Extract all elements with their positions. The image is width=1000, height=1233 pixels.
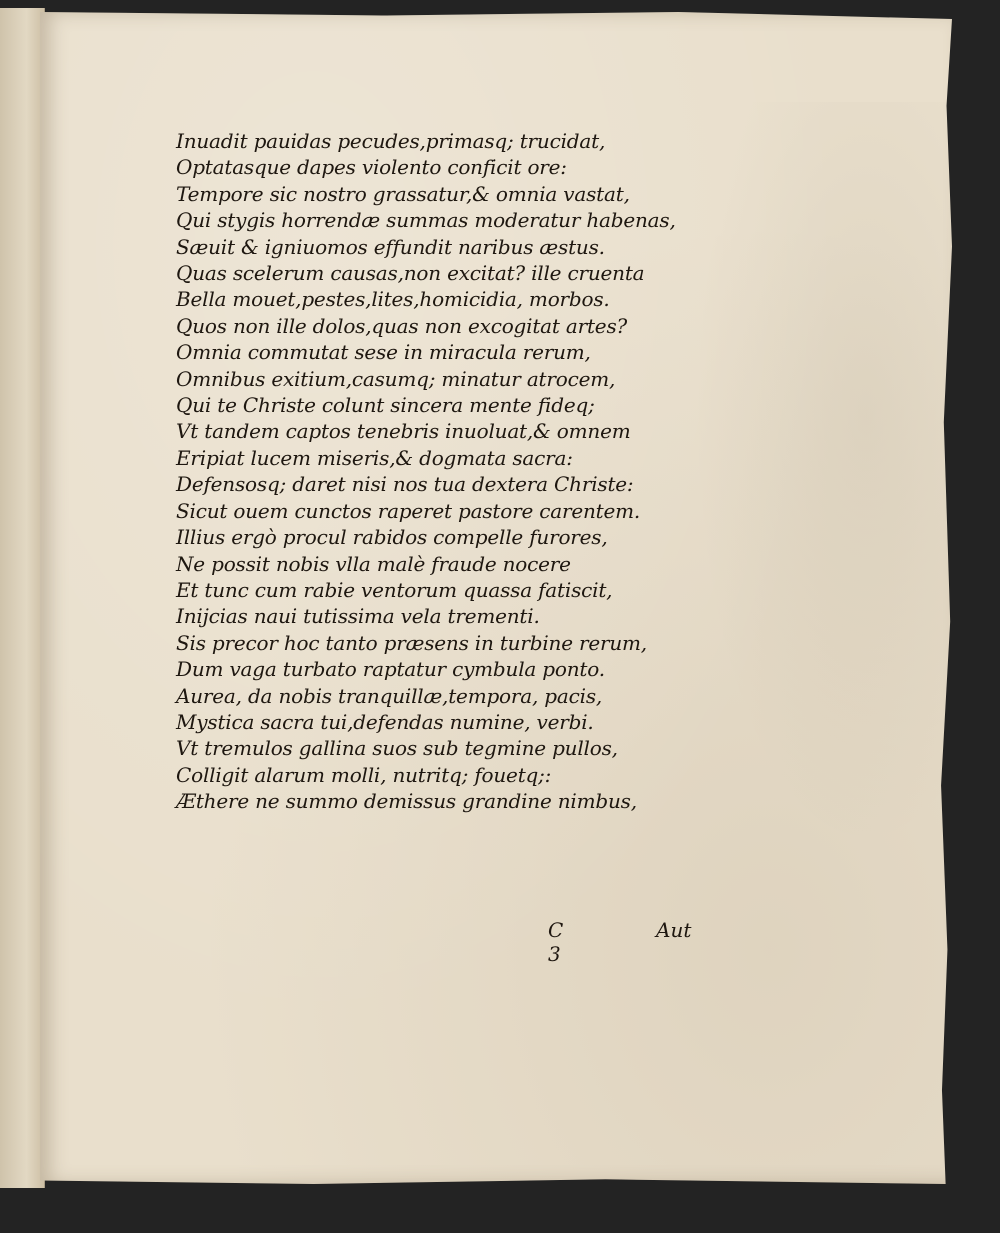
verse-line: Qui stygis horrendæ summas moderatur habenas,	[176, 208, 676, 233]
verse-line: Eripiat lucem miseris,& dogmata sacra:	[176, 445, 573, 470]
verse-line: Optatasque dapes violento conficit ore:	[176, 155, 567, 180]
show-through-text	[680, 102, 990, 882]
verse-line: Omnia commutat sese in miracula rerum,	[176, 340, 591, 365]
verse-line: Colligit alarum molli, nutritq; fouetq;:	[176, 762, 552, 787]
verse-line: Qui te Christe colunt sincera mente fideq;	[176, 393, 595, 418]
verse-line: Sæuit & igniuomos effundit naribus æstus.	[176, 234, 605, 259]
verse-line: Defensosq; daret nisi nos tua dextera Christe:	[176, 472, 634, 497]
verse-line: Inijcias naui tutissima vela trementi.	[176, 604, 540, 629]
left-page-edge	[0, 8, 45, 1188]
verse-line: Tempore sic nostro grassatur,& omnia vastat,	[176, 181, 630, 206]
verse-line: Bella mouet,pestes,lites,homicidia, morbos.	[176, 287, 610, 312]
verse-line: Omnibus exitium,casumq; minatur atrocem,	[176, 366, 616, 391]
verse-line: Ne possit nobis vlla malè fraude nocere	[176, 551, 571, 576]
verse-line: Sicut ouem cunctos raperet pastore carentem.	[176, 498, 641, 523]
verse-line: Dum vaga turbato raptatur cymbula ponto.	[176, 657, 605, 682]
verse-line: Aurea, da nobis tranquillæ,tempora, pacis,	[176, 683, 603, 708]
verse-line: Vt tandem captos tenebris inuoluat,& omnem	[176, 419, 631, 444]
verse-line: Sis precor hoc tanto præsens in turbine rerum,	[176, 630, 647, 655]
verse-line: Æthere ne summo demissus grandine nimbus,	[176, 789, 637, 814]
verse-line: Inuadit pauidas pecudes,primasq; trucidat,	[176, 129, 606, 153]
verse-line: Quos non ille dolos,quas non excogitat artes?	[176, 313, 628, 338]
catchword: Aut	[656, 918, 692, 942]
verse-line: Quas scelerum causas,non excitat? ille cruenta	[176, 261, 645, 286]
verse-text-block	[176, 128, 696, 815]
signature-mark: C 3	[548, 918, 564, 966]
verse-line: Illius ergò procul rabidos compelle furores,	[176, 525, 608, 550]
verse-line: Mystica sacra tui,defendas numine, verbi.	[176, 709, 594, 734]
verse-line: Vt tremulos gallina suos sub tegmine pullos,	[176, 736, 618, 761]
verse-line: Et tunc cum rabie ventorum quassa fatiscit,	[176, 577, 613, 602]
